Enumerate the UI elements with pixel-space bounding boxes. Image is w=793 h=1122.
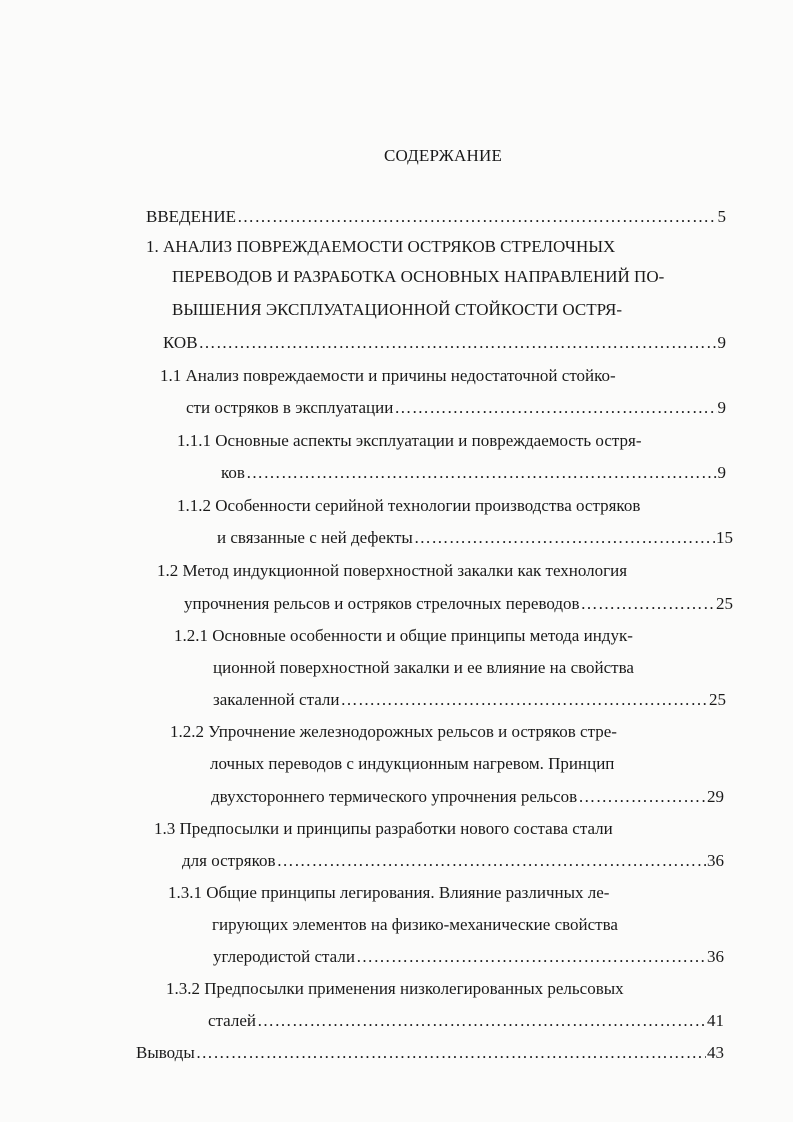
toc-page-number: 25: [709, 690, 726, 709]
toc-page-number: 9: [717, 333, 726, 352]
toc-entry-label: упрочнения рельсов и остряков стрелочных переводов: [184, 594, 580, 613]
toc-page-number: 43: [707, 1043, 724, 1062]
toc-entry-label: сти остряков в эксплуатации: [186, 398, 394, 417]
toc-entry-1-1[interactable]: [186, 397, 726, 419]
toc-entry-1-line-2: ПЕРЕВОДОВ И РАЗРАБОТКА ОСНОВНЫХ НАПРАВЛЕНИЙ ПО-: [172, 267, 665, 286]
toc-entry-label: ков: [221, 463, 245, 482]
toc-entry-1-3-2[interactable]: [208, 1010, 724, 1032]
toc-entry-label: Выводы: [136, 1043, 195, 1062]
toc-page-number: 9: [717, 463, 726, 482]
leader-dots: [277, 850, 706, 872]
toc-page-number: 25: [716, 594, 733, 613]
toc-entry-1[interactable]: [163, 332, 726, 354]
toc-entry-1-2-2-line-1: 1.2.2 Упрочнение железнодорожных рельсов и остряков стре-: [170, 722, 617, 741]
leader-dots: [237, 206, 717, 228]
toc-page-number: 41: [707, 1011, 724, 1030]
toc-entry-1-2[interactable]: [184, 593, 733, 615]
toc-entry-1-3[interactable]: [182, 850, 724, 872]
toc-page-number: 15: [716, 528, 733, 547]
leader-dots: [246, 462, 717, 484]
toc-page-number: 5: [717, 207, 726, 226]
toc-entry-1-line-1: 1. АНАЛИЗ ПОВРЕЖДАЕМОСТИ ОСТРЯКОВ СТРЕЛОЧНЫХ: [146, 237, 616, 256]
toc-entry-label: двухстороннего термического упрочнения рельсов: [211, 787, 578, 806]
toc-entry-1-3-1-line-1: 1.3.1 Общие принципы легирования. Влияние различных ле-: [168, 883, 610, 902]
toc-entry-1-1-1-line-1: 1.1.1 Основные аспекты эксплуатации и повреждаемость остря-: [177, 431, 642, 450]
toc-entry-label: закаленной стали: [213, 690, 340, 709]
toc-page-number: 36: [707, 851, 724, 870]
toc-page-number: 36: [707, 947, 724, 966]
leader-dots: [341, 689, 709, 711]
leader-dots: [414, 527, 715, 549]
toc-entry-1-2-1[interactable]: [213, 689, 726, 711]
toc-entry-label: для остряков: [182, 851, 276, 870]
toc-entry-conclusions[interactable]: [136, 1042, 724, 1064]
toc-entry-1-2-1-line-2: ционной поверхностной закалки и ее влияние на свойства: [213, 658, 634, 677]
toc-entry-1-1-1[interactable]: [221, 462, 726, 484]
toc-entry-intro[interactable]: [146, 206, 726, 228]
toc-entry-1-3-1[interactable]: [213, 946, 724, 968]
toc-entry-1-2-1-line-1: 1.2.1 Основные особенности и общие принципы метода индук-: [174, 626, 633, 645]
toc-entry-1-1-2[interactable]: [217, 527, 733, 549]
leader-dots: [394, 397, 716, 419]
leader-dots: [199, 332, 717, 354]
leader-dots: [356, 946, 706, 968]
toc-entry-1-1-line-1: 1.1 Анализ повреждаемости и причины недостаточной стойко-: [160, 366, 616, 385]
leader-dots: [196, 1042, 706, 1064]
toc-entry-label: сталей: [208, 1011, 257, 1030]
toc-entry-label: и связанные с ней дефекты: [217, 528, 413, 547]
toc-entry-1-line-3: ВЫШЕНИЯ ЭКСПЛУАТАЦИОННОЙ СТОЙКОСТИ ОСТРЯ-: [172, 300, 622, 319]
toc-entry-1-1-2-line-1: 1.1.2 Особенности серийной технологии производства остряков: [177, 496, 641, 515]
toc-entry-1-3-line-1: 1.3 Предпосылки и принципы разработки нового состава стали: [154, 819, 613, 838]
page-title: СОДЕРЖАНИЕ: [383, 146, 503, 165]
toc-entry-1-3-1-line-2: гирующих элементов на физико-механические свойства: [212, 915, 618, 934]
toc-page-number: 9: [717, 398, 726, 417]
toc-entry-label: ВВЕДЕНИЕ: [146, 207, 236, 226]
toc-entry-label: углеродистой стали: [213, 947, 355, 966]
toc-page-number: 29: [707, 787, 724, 806]
toc-entry-1-2-line-1: 1.2 Метод индукционной поверхностной закалки как технология: [157, 561, 628, 580]
leader-dots: [581, 593, 715, 615]
toc-entry-1-3-2-line-1: 1.3.2 Предпосылки применения низколегированных рельсовых: [166, 979, 624, 998]
toc-entry-label: КОВ: [163, 333, 198, 352]
leader-dots: [578, 786, 706, 808]
toc-entry-1-2-2-line-2: лочных переводов с индукционным нагревом. Принцип: [210, 754, 615, 773]
leader-dots: [257, 1010, 706, 1032]
toc-entry-1-2-2[interactable]: [211, 786, 724, 808]
